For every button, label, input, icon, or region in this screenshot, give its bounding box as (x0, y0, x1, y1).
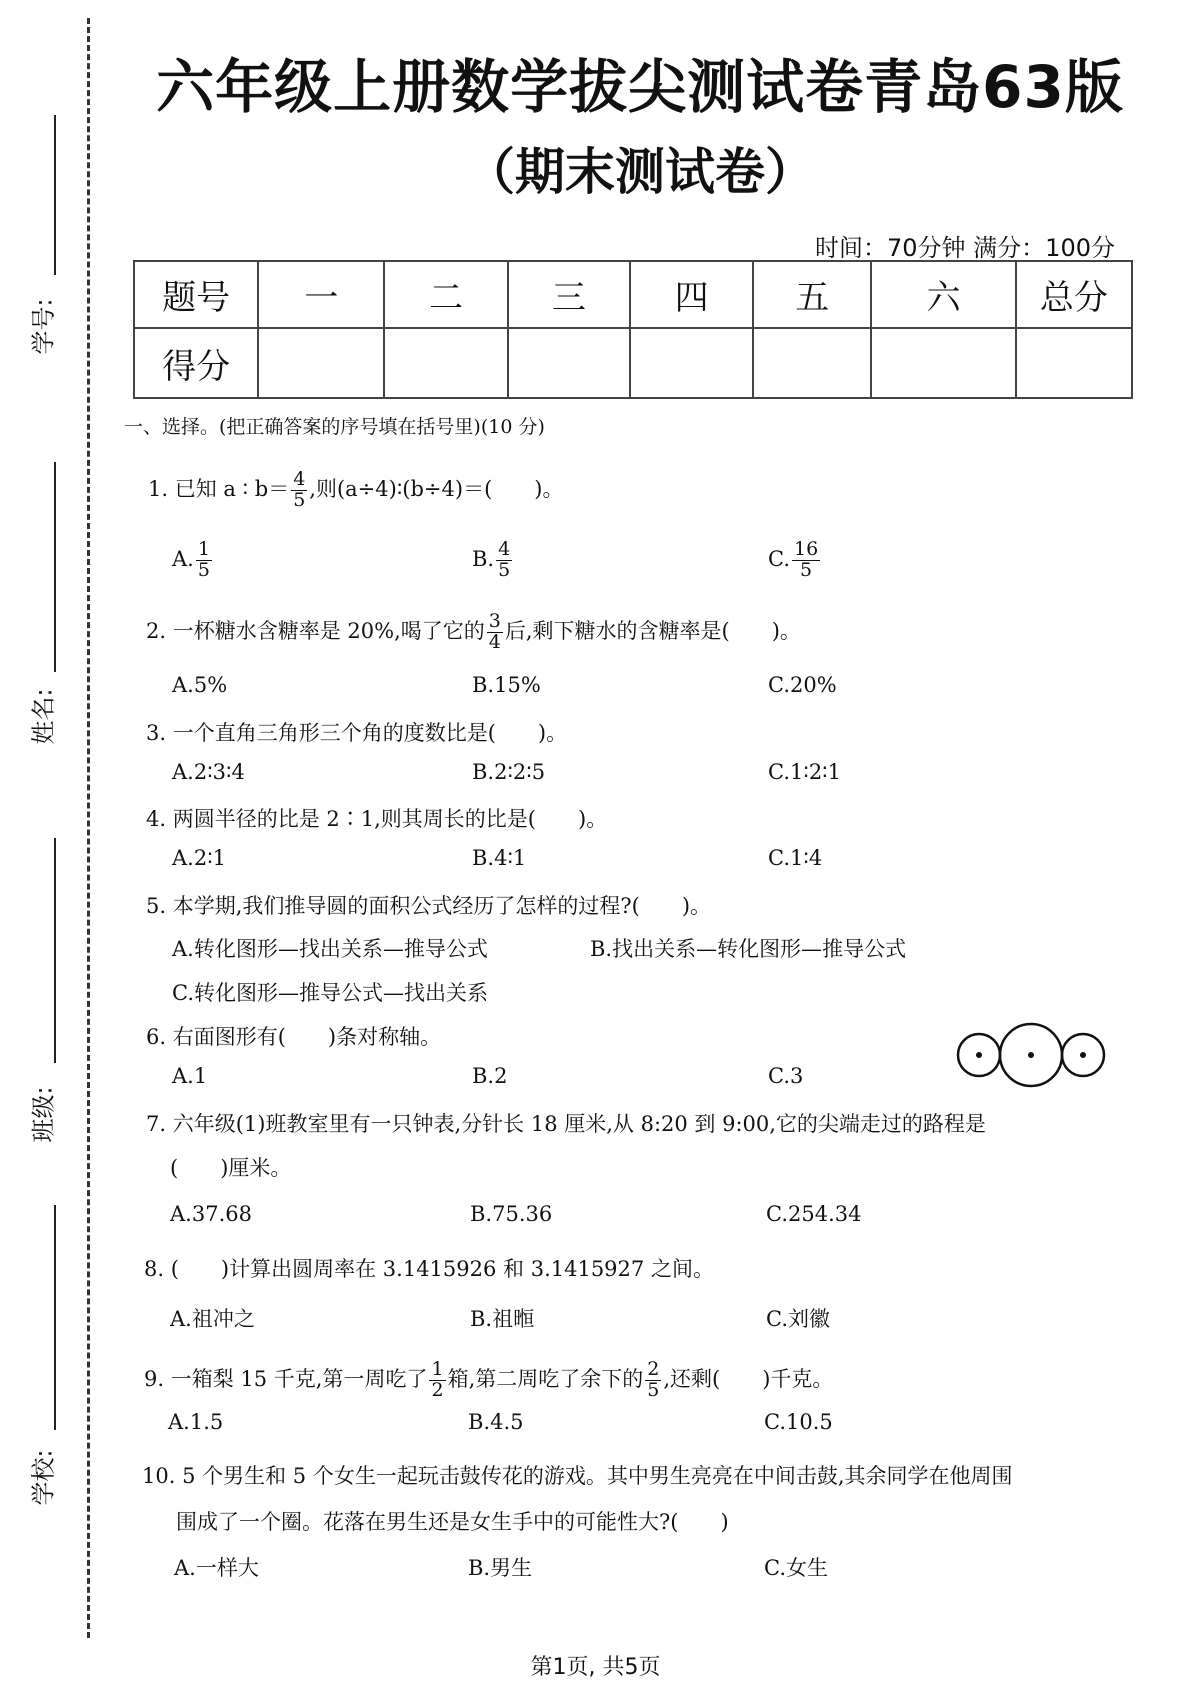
fraction (429, 1360, 445, 1401)
header-cell: 总分 (1016, 261, 1132, 328)
score-table (133, 260, 1133, 399)
option-label: C. (768, 546, 790, 571)
option-9b: B.4.5 (468, 1410, 524, 1434)
option-6b: B.2 (472, 1064, 508, 1088)
option-1b (472, 540, 514, 581)
fraction (792, 540, 820, 581)
option-4b: B.4∶1 (472, 846, 527, 870)
section-heading: 一、选择。(把正确答案的序号填在括号里)(10 分) (124, 416, 545, 438)
fraction (645, 1360, 661, 1401)
question-number: 10. (142, 1464, 176, 1488)
school-line (54, 1205, 56, 1430)
option-5a: A.转化图形—找出关系—推导公式 (172, 937, 488, 961)
option-9a: A.1.5 (168, 1410, 224, 1434)
option-2c: C.20% (768, 673, 837, 697)
question-4 (146, 803, 607, 833)
fraction (487, 612, 503, 653)
question-text: 已知 a ∶ b＝ (174, 476, 290, 501)
question-text: 一个直角三角形三个角的度数比是( )。 (172, 721, 568, 745)
numerator: 4 (293, 468, 306, 490)
numerator: 16 (794, 538, 819, 560)
option-10b: B.男生 (468, 1556, 533, 1580)
option-label: B. (472, 546, 495, 571)
denominator: 5 (647, 1378, 660, 1401)
question-number: 6. (146, 1025, 167, 1049)
option-10c: C.女生 (764, 1556, 828, 1580)
option-10a: A.一样大 (174, 1556, 259, 1580)
question-7 (146, 1108, 986, 1138)
question-9 (144, 1360, 833, 1401)
question-number: 1. (148, 476, 169, 501)
denominator: 2 (431, 1378, 444, 1401)
question-number: 4. (146, 807, 167, 831)
question-text: ( )计算出圆周率在 3.1415926 和 3.1415927 之间。 (170, 1257, 714, 1281)
option-8c: C.刘徽 (766, 1307, 830, 1331)
question-10-line2: 围成了一个圈。花落在男生还是女生手中的可能性大?( ) (176, 1510, 729, 1534)
question-number: 5. (146, 894, 167, 918)
question-text: 一箱梨 15 千克,第一周吃了 (170, 1366, 428, 1391)
score-cell[interactable] (508, 328, 630, 398)
score-row-label: 得分 (134, 328, 258, 398)
class-line (54, 838, 56, 1063)
option-9c: C.10.5 (764, 1410, 833, 1434)
question-text: 六年级(1)班教室里有一只钟表,分针长 18 厘米,从 8:20 到 9:00,它的尖端走过的路程是 (172, 1112, 986, 1136)
numerator: 1 (197, 538, 210, 560)
header-cell: 四 (630, 261, 753, 328)
header-cell: 二 (384, 261, 507, 328)
question-3 (146, 717, 567, 747)
student-id-label: 学号: (29, 298, 58, 355)
score-cell[interactable] (630, 328, 753, 398)
option-8b: B.祖暅 (470, 1307, 535, 1331)
score-cell[interactable] (258, 328, 384, 398)
question-text: ,则(a÷4)∶(b÷4)＝( )。 (309, 476, 564, 501)
score-cell[interactable] (1016, 328, 1132, 398)
question-number: 2. (146, 618, 167, 643)
question-text: 一杯糖水含糖率是 20%,喝了它的 (172, 618, 485, 643)
header-cell: 六 (871, 261, 1015, 328)
denominator: 5 (197, 558, 210, 581)
question-5 (146, 890, 711, 920)
class-label: 班级: (29, 1086, 58, 1143)
question-text: 两圆半径的比是 2∶1,则其周长的比是( )。 (172, 807, 608, 831)
question-text: 5 个男生和 5 个女生一起玩击鼓传花的游戏。其中男生亮亮在中间击鼓,其余同学在他周围 (182, 1464, 1013, 1488)
option-2b: B.15% (472, 673, 541, 697)
question-1 (148, 470, 563, 511)
question-8 (144, 1253, 714, 1283)
name-line (54, 462, 56, 672)
denominator: 4 (488, 630, 501, 653)
option-3c: C.1∶2∶1 (768, 760, 842, 784)
option-4c: C.1∶4 (768, 846, 823, 870)
numerator: 3 (488, 610, 501, 632)
question-text: ,还剩( )千克。 (663, 1366, 834, 1391)
page-title: 六年级上册数学拔尖测试卷青岛63版 (156, 53, 1124, 121)
option-7a: A.37.68 (170, 1202, 252, 1226)
binding-dashed-line (87, 18, 90, 1638)
header-cell: 三 (508, 261, 630, 328)
name-label: 姓名: (29, 688, 58, 745)
option-5c: C.转化图形—推导公式—找出关系 (172, 981, 488, 1005)
score-cell[interactable] (384, 328, 507, 398)
option-label: A. (172, 546, 194, 571)
page-footer: 第1页, 共5页 (530, 1655, 661, 1680)
numerator: 2 (647, 1358, 660, 1380)
score-table-header-row (134, 261, 1132, 328)
header-cell: 一 (258, 261, 384, 328)
option-6c: C.3 (768, 1064, 804, 1088)
page-subtitle: （期末测试卷） (465, 143, 815, 201)
three-circles-figure (955, 1018, 1115, 1092)
option-4a: A.2∶1 (172, 846, 227, 870)
question-number: 9. (144, 1366, 165, 1391)
question-7-line2: ( )厘米。 (170, 1156, 292, 1180)
score-table-score-row (134, 328, 1132, 398)
exam-meta: 时间：70分钟 满分：100分 (815, 234, 1115, 262)
header-cell: 题号 (134, 261, 258, 328)
question-2 (146, 612, 801, 653)
question-text: 箱,第二周吃了余下的 (447, 1366, 644, 1391)
fraction (291, 470, 307, 511)
student-id-line (54, 115, 56, 275)
option-6a: A.1 (172, 1064, 208, 1088)
score-cell[interactable] (871, 328, 1015, 398)
option-7c: C.254.34 (766, 1202, 862, 1226)
option-1c (768, 540, 822, 581)
fraction (496, 540, 512, 581)
option-1a (172, 540, 214, 581)
question-number: 7. (146, 1112, 167, 1136)
school-label: 学校: (29, 1449, 58, 1506)
question-6 (146, 1021, 441, 1051)
denominator: 5 (800, 558, 813, 581)
fraction (196, 540, 212, 581)
question-number: 3. (146, 721, 167, 745)
option-2a: A.5% (172, 673, 228, 697)
question-text: 本学期,我们推导圆的面积公式经历了怎样的过程?( )。 (172, 894, 712, 918)
option-7b: B.75.36 (470, 1202, 553, 1226)
option-5b: B.找出关系—转化图形—推导公式 (590, 937, 907, 961)
question-text: 后,剩下糖水的含糖率是( )。 (504, 618, 801, 643)
option-3a: A.2∶3∶4 (172, 760, 245, 784)
option-3b: B.2∶2∶5 (472, 760, 546, 784)
denominator: 5 (293, 488, 306, 511)
question-10 (142, 1460, 1013, 1490)
numerator: 4 (498, 538, 511, 560)
option-8a: A.祖冲之 (170, 1307, 255, 1331)
question-text: 右面图形有( )条对称轴。 (172, 1025, 442, 1049)
denominator: 5 (498, 558, 511, 581)
question-number: 8. (144, 1257, 165, 1281)
numerator: 1 (431, 1358, 444, 1380)
score-cell[interactable] (753, 328, 871, 398)
header-cell: 五 (753, 261, 871, 328)
